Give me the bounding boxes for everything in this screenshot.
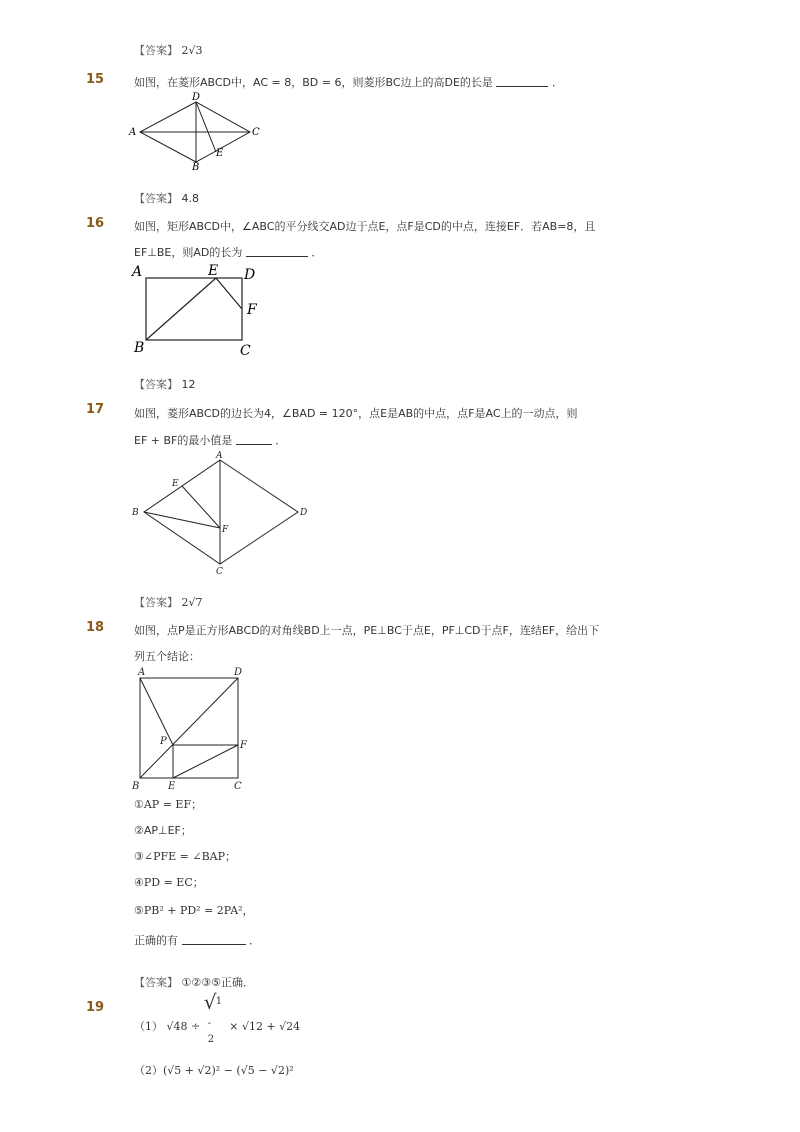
q15-number: 15 bbox=[86, 72, 105, 87]
q18-segment-ef bbox=[173, 745, 238, 778]
q17-end: ． bbox=[275, 434, 287, 447]
q18-label-b: B bbox=[132, 781, 140, 792]
q19-item1-prefix: （1） bbox=[134, 1020, 163, 1033]
q15-question bbox=[134, 74, 563, 90]
q16-rectangle-figure bbox=[130, 262, 270, 358]
q17-question-line2 bbox=[134, 432, 286, 448]
sqrt-icon: √ bbox=[203, 990, 217, 1014]
q16-answer bbox=[134, 376, 196, 392]
q18-number: 18 bbox=[86, 620, 105, 635]
q19-item1-sqrt-fraction bbox=[203, 990, 226, 1045]
q19-item-2: （2）(√5 + √2)² − (√5 − √2)² bbox=[134, 1064, 294, 1077]
q16-text2: EF⊥BE，则AD的长为 bbox=[134, 246, 243, 259]
q14-answer-value: 2√3 bbox=[181, 44, 203, 57]
q17-label-b: B bbox=[132, 508, 139, 518]
q15-end: ． bbox=[551, 76, 563, 89]
q18-final-text: 正确的有 bbox=[134, 934, 178, 947]
q17-question-line1: 如图，菱形ABCD的边长为4，∠BAD = 120°，点E是AB的中点，点F是AC上的一动点，则 bbox=[134, 407, 578, 420]
q18-label-d: D bbox=[234, 667, 243, 678]
q18-end: ． bbox=[249, 934, 260, 947]
q18-label-e: E bbox=[168, 781, 176, 792]
q18-square-figure bbox=[128, 664, 258, 794]
q17-rhombus-figure bbox=[128, 448, 312, 576]
q17-label-d: D bbox=[300, 508, 308, 518]
answer-label: 【答案】 bbox=[134, 976, 178, 989]
q15-height-de bbox=[196, 102, 216, 152]
q15-label-a: A bbox=[129, 127, 137, 138]
q18-conclusion-5: ⑤PB² + PD² = 2PA²， bbox=[134, 904, 254, 917]
q15-label-d: D bbox=[192, 92, 201, 103]
q17-label-a: A bbox=[216, 451, 223, 461]
answer-label: 【答案】 bbox=[134, 44, 178, 57]
q18-answer-value: ①②③⑤正确． bbox=[181, 976, 254, 989]
q17-rhombus bbox=[144, 460, 298, 564]
q16-answer-blank bbox=[246, 246, 308, 257]
answer-label: 【答案】 bbox=[134, 378, 178, 391]
q14-answer bbox=[134, 42, 203, 58]
q15-answer-blank bbox=[496, 76, 548, 87]
q16-bisector-be bbox=[146, 278, 216, 340]
q19-item1-part-a: √48 ÷ bbox=[166, 1020, 201, 1033]
q16-label-f: F bbox=[247, 302, 257, 318]
answer-label: 【答案】 bbox=[134, 596, 178, 609]
q18-answer bbox=[134, 974, 254, 990]
q15-rhombus-figure bbox=[128, 90, 268, 172]
q18-question-line2: 列五个结论： bbox=[134, 650, 200, 663]
q18-label-f: F bbox=[240, 740, 247, 751]
q19-item1-part-b: × √12 + √24 bbox=[229, 1020, 301, 1033]
q17-answer-blank bbox=[236, 434, 272, 445]
q19-number: 19 bbox=[86, 1000, 105, 1015]
q18-segment-ap bbox=[140, 678, 173, 745]
q16-answer-value: 12 bbox=[181, 378, 196, 391]
q18-question-line1: 如图，点P是正方形ABCD的对角线BD上一点，PE⊥BC于点E，PF⊥CD于点F，连结EF，给出下 bbox=[134, 624, 600, 637]
q16-end: ． bbox=[311, 246, 323, 259]
q19-item-1 bbox=[134, 990, 301, 1045]
q17-label-f: F bbox=[222, 525, 229, 535]
q18-conclusion-1: ①AP = EF； bbox=[134, 798, 203, 811]
q15-text: 如图，在菱形ABCD中，AC = 8，BD = 6，则菱形BC边上的高DE的长是 bbox=[134, 76, 493, 89]
q16-question-line2 bbox=[134, 244, 322, 260]
q15-answer bbox=[134, 190, 199, 206]
q17-label-e: E bbox=[172, 479, 179, 489]
q18-conclusion-3: ③∠PFE = ∠BAP； bbox=[134, 850, 236, 863]
q16-label-d: D bbox=[244, 267, 256, 283]
q19-fraction-numerator: 1 bbox=[215, 996, 223, 1007]
q17-number: 17 bbox=[86, 402, 105, 417]
q17-label-c: C bbox=[216, 567, 223, 576]
q17-answer bbox=[134, 594, 203, 610]
q17-answer-value: 2√7 bbox=[181, 596, 203, 609]
q18-final-line bbox=[134, 932, 260, 948]
q18-conclusion-4: ④PD = EC； bbox=[134, 876, 204, 889]
q16-segment-ef bbox=[216, 278, 242, 309]
q16-question-line1: 如图，矩形ABCD中，∠ABC的平分线交AD边于点E，点F是CD的中点，连接EF．若AB=8，且 bbox=[134, 220, 596, 233]
q18-label-c: C bbox=[234, 781, 242, 792]
q15-label-c: C bbox=[252, 127, 260, 138]
q16-label-c: C bbox=[240, 343, 251, 358]
q19-fraction-bar: - bbox=[207, 1018, 212, 1029]
q16-label-b: B bbox=[134, 340, 145, 356]
q18-label-p: P bbox=[160, 736, 167, 747]
q15-label-b: B bbox=[192, 162, 200, 172]
q15-answer-value: 4.8 bbox=[181, 192, 199, 205]
q19-fraction-denominator: 2 bbox=[207, 1034, 215, 1045]
q16-rectangle bbox=[146, 278, 242, 340]
q18-diagonal-bd bbox=[140, 678, 238, 778]
answer-label: 【答案】 bbox=[134, 192, 178, 205]
q18-label-a: A bbox=[138, 667, 146, 678]
q18-answer-blank bbox=[182, 934, 246, 945]
q18-conclusion-2: ②AP⊥EF； bbox=[134, 824, 192, 837]
q16-label-a: A bbox=[132, 264, 143, 280]
q16-number: 16 bbox=[86, 216, 105, 231]
q16-label-e: E bbox=[208, 263, 219, 279]
q17-text2: EF + BF的最小值是 bbox=[134, 434, 233, 447]
q15-label-e: E bbox=[216, 148, 224, 159]
